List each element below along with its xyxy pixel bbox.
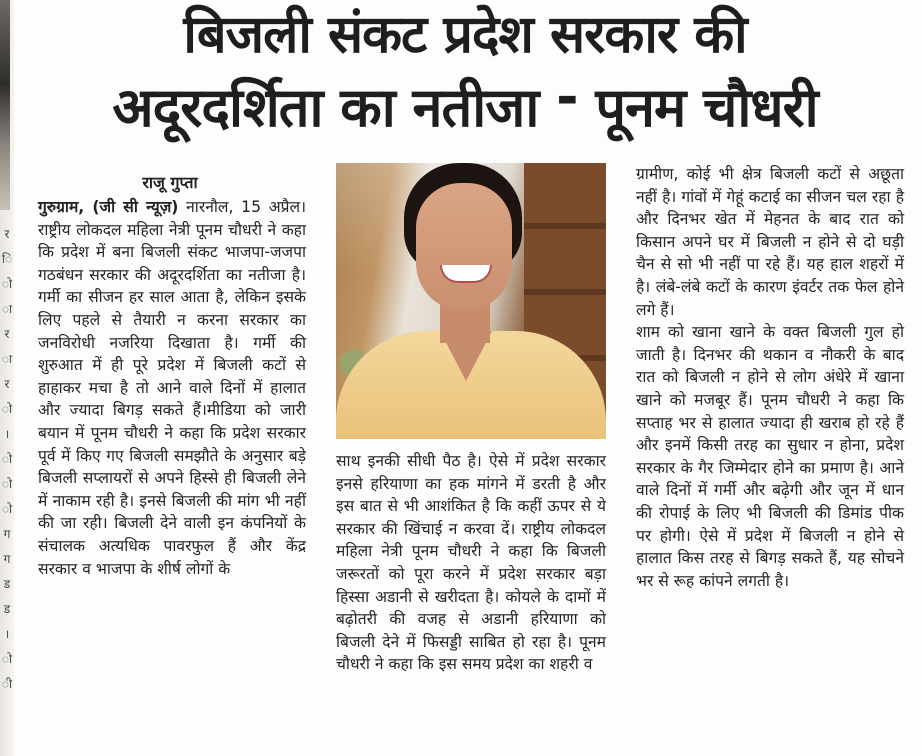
adjacent-photo-fragment	[0, 0, 10, 210]
article-column-1	[38, 196, 306, 580]
article-paragraph: ग्रामीण, कोई भी क्षेत्र बिजली कटों से अछूता नहीं है। गांवों में गेहूं कटाई का सीजन चल रहा है और दिनभर खेत में मेहनत के बाद रात को किसान अपने घर में बिजली न होने से दो घड़ी चैन से सो भी नहीं पा रहे हैं। यह हाल शहरों में है। लंबे-लंबे कटों के कारण इंवर्टर तक फेल होने लगे हैं।	[636, 165, 904, 319]
article-column-2	[336, 450, 606, 676]
headline-line-2: अदूरदर्शिता का नतीजा ־ पूनम चौधरी	[112, 76, 818, 139]
lead-text: नारनौल, 15 अप्रैल। राष्ट्रीय लोकदल महिला नेत्री पूनम चौधरी ने कहा कि प्रदेश में बना बिजली संकट भाजपा-जजपा गठबंधन सरकार की अदूरदर्शिता का नतीजा है। गर्मी का सीजन हर साल आता है, लेकिन इसके लिए पहले से तैयारी न करना सरकार का जनविरोधी नजरिया दिखाता है। गर्मी की शुरुआत में ही पूरे प्रदेश में बिजली कटों से हाहाकर मचा है तो आने वाले दिनों में हालात और ज्यादा बिगड़ सकते हैं।मीडिया को जारी बयान में पूनम चौधरी ने कहा कि प्रदेश सरकार पूर्व में किए गए बिजली समझौते के अनुसार बड़े बिजली सप्लायरों से अपने हिस्से ही बिजली लेने में नाकाम रही है। इनसे बिजली की मांग भी नहीं की जा रही। बिजली देने वाली इन कंपनियों के संचालक अत्यधिक पावरफुल हैं और केंद्र सरकार व भाजपा के शीर्ष लोगों के	[38, 198, 306, 578]
headline-line-1: बिजली संकट प्रदेश सरकार की	[183, 5, 747, 65]
dateline: गुरुग्राम, (जी सी न्यूज़)	[38, 198, 179, 216]
article-paragraph: शाम को खाना खाने के वक्त बिजली गुल हो जाती है। दिनभर की थकान व नौकरी के बाद रात को बिजली न होने से लोग अंधेरे में खाना खाने को मजबूर हैं। पूनम चौधरी ने कहा कि सप्ताह भर से हालात ज्यादा ही खराब हो रहे हैं और इनमें किसी तरह का सुधार न होना, प्रदेश सरकार के गैर जिम्मेदार होने का प्रमाण है। आने वाले दिनों में गर्मी और बढ़ेगी और जून में धान की रोपाई के लिए भी बिजली की डिमांड पीक पर होगी। ऐसे में प्रदेश में बिजली न होने से हालात किस तरह से बिगड़ सकते हैं, यह सोचने भर से रूह कांपने लगती है।	[636, 323, 904, 590]
article-paragraph: साथ इनकी सीधी पैठ है। ऐसे में प्रदेश सरकार इनसे हरियाणा का हक मांगने में डरती है और इस बात से भी आशंकित है कि कहीं ऊपर से ये सरकार की खिंचाई न करवा दें। राष्ट्रीय लोकदल महिला नेत्री पूनम चौधरी ने कहा कि बिजली जरूरतों को पूरा करने में प्रदेश सरकार बड़ा हिस्सा अडानी से खरीदता है। कोयले के दामों में बढ़ोतरी की वजह से अडानी हरियाणा को बिजली देने में फिसड्डी साबित हो रहा है। पूनम चौधरी ने कहा कि इस समय प्रदेश का शहरी व	[336, 452, 606, 674]
adjacent-text-fragment: र ि ो ा र ा र ो । ो ो ो ग ग ड ड । ो ी	[1, 227, 13, 691]
article-column-3	[636, 163, 904, 592]
author-byline: राजू गुप्ता	[142, 173, 198, 192]
article-paragraph	[38, 196, 306, 580]
adjacent-article-strip	[0, 0, 14, 756]
article-photo	[336, 163, 606, 439]
